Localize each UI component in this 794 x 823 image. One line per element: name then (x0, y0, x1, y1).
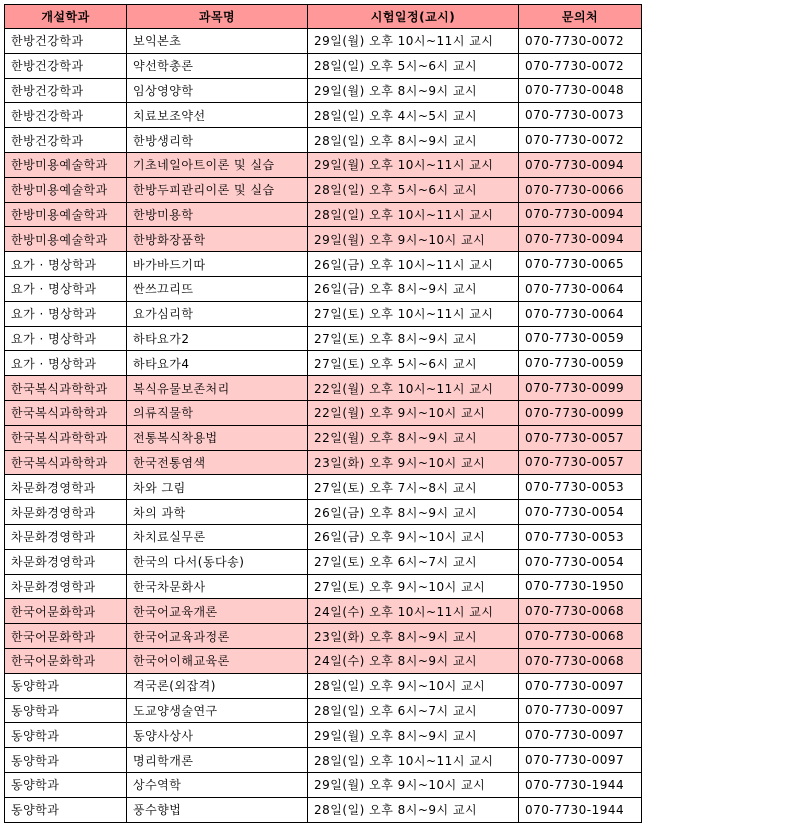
header-course: 과목명 (127, 5, 308, 29)
dept-cell: 한방건강학과 (5, 78, 127, 103)
schedule-cell: 28일(일) 오후 8시~9시 교시 (308, 797, 519, 822)
dept-cell: 한방미용예술학과 (5, 177, 127, 202)
dept-cell: 차문화경영학과 (5, 500, 127, 525)
dept-cell: 동양학과 (5, 698, 127, 723)
course-cell: 도교양생술연구 (127, 698, 308, 723)
course-cell: 약선학총론 (127, 53, 308, 78)
dept-cell: 한국복식과학학과 (5, 425, 127, 450)
contact-cell: 070-7730-0053 (519, 524, 642, 549)
dept-cell: 동양학과 (5, 772, 127, 797)
table-row (5, 425, 642, 450)
schedule-cell: 29일(월) 오후 9시~10시 교시 (308, 772, 519, 797)
table-row (5, 351, 642, 376)
contact-cell: 070-7730-0054 (519, 549, 642, 574)
course-cell: 한국전통염색 (127, 450, 308, 475)
course-cell: 기초네일아트이론 및 실습 (127, 152, 308, 177)
course-cell: 한국차문화사 (127, 574, 308, 599)
contact-cell: 070-7730-0068 (519, 599, 642, 624)
table-row (5, 301, 642, 326)
table-row (5, 524, 642, 549)
header-contact: 문의처 (519, 5, 642, 29)
course-cell: 한방두피관리이론 및 실습 (127, 177, 308, 202)
table-row (5, 549, 642, 574)
dept-cell: 한방건강학과 (5, 53, 127, 78)
table-row (5, 78, 642, 103)
schedule-cell: 24일(수) 오후 10시~11시 교시 (308, 599, 519, 624)
course-cell: 동양사상사 (127, 723, 308, 748)
contact-cell: 070-7730-1944 (519, 797, 642, 822)
contact-cell: 070-7730-0094 (519, 202, 642, 227)
schedule-cell: 24일(수) 오후 8시~9시 교시 (308, 648, 519, 673)
schedule-cell: 28일(일) 오후 9시~10시 교시 (308, 673, 519, 698)
contact-cell: 070-7730-0065 (519, 252, 642, 277)
course-cell: 차와 그림 (127, 475, 308, 500)
contact-cell: 070-7730-0059 (519, 326, 642, 351)
course-cell: 치료보조약선 (127, 103, 308, 128)
dept-cell: 요가 · 명상학과 (5, 351, 127, 376)
contact-cell: 070-7730-0097 (519, 723, 642, 748)
schedule-cell: 29일(월) 오후 8시~9시 교시 (308, 723, 519, 748)
course-cell: 한방미용학 (127, 202, 308, 227)
course-cell: 임상영양학 (127, 78, 308, 103)
contact-cell: 070-7730-0053 (519, 475, 642, 500)
dept-cell: 한방미용예술학과 (5, 227, 127, 252)
contact-cell: 070-7730-0097 (519, 748, 642, 773)
course-cell: 요가심리학 (127, 301, 308, 326)
table-row (5, 103, 642, 128)
dept-cell: 차문화경영학과 (5, 475, 127, 500)
schedule-cell: 29일(월) 오후 10시~11시 교시 (308, 29, 519, 54)
course-cell: 한방화장품학 (127, 227, 308, 252)
header-row (5, 5, 642, 29)
contact-cell: 070-7730-0057 (519, 425, 642, 450)
course-cell: 하타요가2 (127, 326, 308, 351)
contact-cell: 070-7730-0048 (519, 78, 642, 103)
course-cell: 차치료실무론 (127, 524, 308, 549)
table-row (5, 202, 642, 227)
contact-cell: 070-7730-0094 (519, 227, 642, 252)
contact-cell: 070-7730-0097 (519, 698, 642, 723)
dept-cell: 차문화경영학과 (5, 549, 127, 574)
header-schedule: 시험일정(교시) (308, 5, 519, 29)
course-cell: 의류직물학 (127, 400, 308, 425)
dept-cell: 한방건강학과 (5, 29, 127, 54)
contact-cell: 070-7730-0094 (519, 152, 642, 177)
table-row (5, 53, 642, 78)
contact-cell: 070-7730-0072 (519, 53, 642, 78)
table-row (5, 748, 642, 773)
dept-cell: 동양학과 (5, 723, 127, 748)
course-cell: 명리학개론 (127, 748, 308, 773)
dept-cell: 한방미용예술학과 (5, 202, 127, 227)
schedule-cell: 28일(일) 오후 5시~6시 교시 (308, 53, 519, 78)
table-row (5, 152, 642, 177)
course-cell: 싼쓰끄리뜨 (127, 276, 308, 301)
dept-cell: 차문화경영학과 (5, 574, 127, 599)
dept-cell: 한국어문화학과 (5, 624, 127, 649)
contact-cell: 070-7730-0066 (519, 177, 642, 202)
dept-cell: 한방미용예술학과 (5, 152, 127, 177)
contact-cell: 070-7730-0099 (519, 376, 642, 401)
schedule-cell: 26일(금) 오후 9시~10시 교시 (308, 524, 519, 549)
contact-cell: 070-7730-0054 (519, 500, 642, 525)
contact-cell: 070-7730-0097 (519, 673, 642, 698)
exam-schedule-table (4, 4, 642, 823)
course-cell: 격국론(외잡격) (127, 673, 308, 698)
contact-cell: 070-7730-0099 (519, 400, 642, 425)
table-row (5, 128, 642, 153)
course-cell: 한방생리학 (127, 128, 308, 153)
contact-cell: 070-7730-0057 (519, 450, 642, 475)
schedule-cell: 29일(월) 오후 9시~10시 교시 (308, 227, 519, 252)
schedule-cell: 28일(일) 오후 5시~6시 교시 (308, 177, 519, 202)
schedule-cell: 26일(금) 오후 8시~9시 교시 (308, 276, 519, 301)
dept-cell: 한방건강학과 (5, 103, 127, 128)
contact-cell: 070-7730-0072 (519, 29, 642, 54)
schedule-cell: 28일(일) 오후 6시~7시 교시 (308, 698, 519, 723)
dept-cell: 한국복식과학학과 (5, 376, 127, 401)
dept-cell: 요가 · 명상학과 (5, 276, 127, 301)
dept-cell: 동양학과 (5, 797, 127, 822)
schedule-cell: 29일(월) 오후 10시~11시 교시 (308, 152, 519, 177)
schedule-cell: 28일(일) 오후 10시~11시 교시 (308, 748, 519, 773)
table-row (5, 29, 642, 54)
course-cell: 한국의 다서(동다송) (127, 549, 308, 574)
course-cell: 차의 과학 (127, 500, 308, 525)
dept-cell: 요가 · 명상학과 (5, 301, 127, 326)
schedule-cell: 23일(화) 오후 8시~9시 교시 (308, 624, 519, 649)
contact-cell: 070-7730-0073 (519, 103, 642, 128)
table-row (5, 450, 642, 475)
table-row (5, 599, 642, 624)
schedule-cell: 29일(월) 오후 8시~9시 교시 (308, 78, 519, 103)
dept-cell: 한국어문화학과 (5, 599, 127, 624)
schedule-cell: 28일(일) 오후 8시~9시 교시 (308, 128, 519, 153)
table-row (5, 326, 642, 351)
schedule-cell: 28일(일) 오후 4시~5시 교시 (308, 103, 519, 128)
table-row (5, 475, 642, 500)
contact-cell: 070-7730-0072 (519, 128, 642, 153)
schedule-cell: 27일(토) 오후 9시~10시 교시 (308, 574, 519, 599)
schedule-cell: 22일(월) 오후 10시~11시 교시 (308, 376, 519, 401)
schedule-cell: 28일(일) 오후 10시~11시 교시 (308, 202, 519, 227)
header-dept: 개설학과 (5, 5, 127, 29)
table-row (5, 400, 642, 425)
course-cell: 한국어이해교육론 (127, 648, 308, 673)
table-row (5, 252, 642, 277)
table-row (5, 177, 642, 202)
course-cell: 보익본초 (127, 29, 308, 54)
contact-cell: 070-7730-0068 (519, 648, 642, 673)
dept-cell: 차문화경영학과 (5, 524, 127, 549)
schedule-cell: 27일(토) 오후 7시~8시 교시 (308, 475, 519, 500)
table-row (5, 227, 642, 252)
table-row (5, 797, 642, 822)
table-row (5, 276, 642, 301)
dept-cell: 동양학과 (5, 748, 127, 773)
course-cell: 풍수향법 (127, 797, 308, 822)
schedule-cell: 27일(토) 오후 8시~9시 교시 (308, 326, 519, 351)
course-cell: 상수역학 (127, 772, 308, 797)
contact-cell: 070-7730-0064 (519, 276, 642, 301)
table-row (5, 376, 642, 401)
contact-cell: 070-7730-1944 (519, 772, 642, 797)
table-row (5, 648, 642, 673)
course-cell: 복식유물보존처리 (127, 376, 308, 401)
dept-cell: 한방건강학과 (5, 128, 127, 153)
course-cell: 한국어교육개론 (127, 599, 308, 624)
table-row (5, 500, 642, 525)
course-cell: 하타요가4 (127, 351, 308, 376)
course-cell: 한국어교육과정론 (127, 624, 308, 649)
schedule-cell: 22일(월) 오후 8시~9시 교시 (308, 425, 519, 450)
dept-cell: 한국어문화학과 (5, 648, 127, 673)
course-cell: 전통복식착용법 (127, 425, 308, 450)
contact-cell: 070-7730-0064 (519, 301, 642, 326)
dept-cell: 한국복식과학학과 (5, 400, 127, 425)
table-row (5, 673, 642, 698)
dept-cell: 한국복식과학학과 (5, 450, 127, 475)
schedule-cell: 26일(금) 오후 8시~9시 교시 (308, 500, 519, 525)
contact-cell: 070-7730-1950 (519, 574, 642, 599)
schedule-cell: 23일(화) 오후 9시~10시 교시 (308, 450, 519, 475)
table-row (5, 723, 642, 748)
dept-cell: 요가 · 명상학과 (5, 326, 127, 351)
contact-cell: 070-7730-0068 (519, 624, 642, 649)
table-row (5, 624, 642, 649)
table-row (5, 698, 642, 723)
schedule-cell: 26일(금) 오후 10시~11시 교시 (308, 252, 519, 277)
table-row (5, 574, 642, 599)
contact-cell: 070-7730-0059 (519, 351, 642, 376)
course-cell: 바가바드기따 (127, 252, 308, 277)
dept-cell: 요가 · 명상학과 (5, 252, 127, 277)
table-row (5, 772, 642, 797)
dept-cell: 동양학과 (5, 673, 127, 698)
schedule-cell: 27일(토) 오후 10시~11시 교시 (308, 301, 519, 326)
schedule-cell: 27일(토) 오후 5시~6시 교시 (308, 351, 519, 376)
schedule-cell: 27일(토) 오후 6시~7시 교시 (308, 549, 519, 574)
table-body (5, 29, 642, 823)
schedule-cell: 22일(월) 오후 9시~10시 교시 (308, 400, 519, 425)
